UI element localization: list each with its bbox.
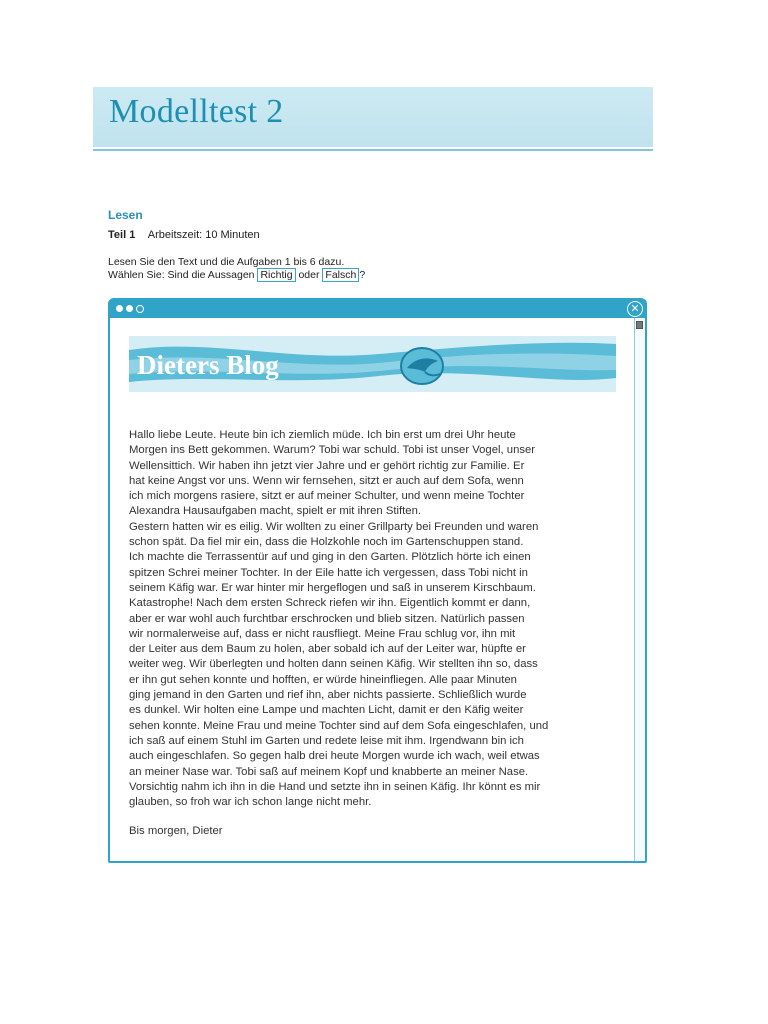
title-divider: [93, 149, 653, 151]
blog-signature: Bis morgen, Dieter: [129, 825, 223, 838]
window-dots-icon: [116, 305, 144, 313]
dot-icon: [126, 305, 133, 312]
blog-line: Alexandra Hausaufgaben macht, spielt er mit ihren Stiften.: [129, 505, 421, 518]
blog-line: auch eingeschlafen. So gegen halb drei heute Morgen wurde ich wach, weil etwas: [129, 750, 540, 763]
blog-line: schon spät. Da fiel mir ein, dass die Holzkohle noch im Gartenschuppen stand.: [129, 536, 524, 549]
blog-line: ging jemand in den Garten und rief ihn, aber nichts passierte. Schließlich wurde: [129, 689, 527, 702]
blog-line: sehen konnte. Meine Frau und meine Tochter sind auf dem Sofa eingeschlafen, und: [129, 719, 549, 732]
blog-line: Gestern hatten wir es eilig. Wir wollten zu einer Grillparty bei Freunden und waren: [129, 520, 539, 533]
section-heading: Lesen: [108, 208, 143, 222]
title-banner: [93, 87, 653, 147]
scrollbar[interactable]: [634, 318, 645, 861]
blog-line: Ich machte die Terrassentür auf und ging in den Garten. Plötzlich hörte ich einen: [129, 551, 531, 564]
blog-line: Hallo liebe Leute. Heute bin ich ziemlich müde. Ich bin erst um drei Uhr heute: [129, 429, 516, 441]
blog-banner: [129, 336, 616, 392]
dot-icon: [116, 305, 123, 312]
blog-line: aber er war wohl auch furchtbar erschrocken und blieb sitzen. Natürlich passen: [129, 612, 525, 625]
option-falsch: Falsch: [322, 268, 359, 282]
blog-line: seinem Käfig war. Er war hinter mir hergeflogen und saß in unserem Kirschbaum.: [129, 581, 536, 594]
close-icon[interactable]: ✕: [627, 301, 643, 317]
blog-line: Katastrophe! Nach dem ersten Schreck riefen wir ihn. Eigentlich kommt er dann,: [129, 597, 531, 610]
instruction-question-mark: ?: [359, 269, 366, 281]
blog-line: Vorsichtig nahm ich ihn in die Hand und setzte ihn in seinen Käfig. Ihr könnt es mir: [129, 780, 541, 793]
blog-line: an meiner Nase war. Tobi saß auf meinem Kopf und knabberte an meiner Nase.: [129, 765, 529, 778]
teil-label: Teil 1: [108, 229, 136, 241]
blog-line: er ihn gut sehen konnte und hofften, er würde hineinfliegen. Alle paar Minuten: [129, 673, 517, 686]
option-richtig: Richtig: [257, 268, 295, 282]
blog-line: wir normalerweise auf, dass er nicht rausfliegt. Meine Frau schlug vor, ihn mit: [129, 627, 516, 640]
blog-line: Wellensittich. Wir haben ihn jetzt vier Jahre und er gehört richtig zur Familie. Er: [129, 459, 525, 472]
blog-banner-title: Dieters Blog: [137, 350, 279, 380]
task-instructions: [108, 256, 365, 282]
blog-line: weiter weg. Wir überlegten und holten dann seinen Käfig. Wir stellten ihn so, dass: [129, 658, 538, 671]
instruction-text-or: oder: [298, 269, 320, 281]
dot-icon: [136, 305, 144, 313]
scroll-thumb[interactable]: [636, 321, 643, 329]
task-header: [108, 229, 260, 241]
blog-line: glauben, so froh war ich schon lange nicht mehr.: [129, 796, 372, 809]
blog-line: es dunkel. Wir holten eine Lampe und machten Licht, damit er den Käfig weiter: [129, 704, 524, 717]
window-titlebar: [110, 300, 645, 318]
bird-icon: [401, 348, 443, 384]
work-time: Arbeitszeit: 10 Minuten: [147, 229, 260, 241]
blog-line: Morgen ins Bett gekommen. Warum? Tobi war schuld. Tobi ist unser Vogel, unser: [129, 444, 536, 457]
instruction-line-1: Lesen Sie den Text und die Aufgaben 1 bis 6 dazu.: [108, 256, 345, 268]
blog-line: der Leiter aus dem Baum zu holen, aber sobald ich auf der Leiter war, hüpfte er: [129, 643, 526, 656]
instruction-line-2: [108, 269, 365, 282]
instruction-text: Wählen Sie: Sind die Aussagen: [108, 269, 255, 281]
blog-line: ich mich morgens rasiere, sitzt er auf meiner Schulter, und wenn meine Tochter: [129, 490, 525, 503]
blog-line: spitzen Schrei meiner Tochter. In der Eile hatte ich vergessen, dass Tobi nicht in: [129, 566, 528, 579]
blog-line: ich saß auf einem Stuhl im Garten und redete leise mit ihm. Irgendwann bin ich: [129, 734, 524, 747]
blog-text: [129, 428, 614, 840]
blog-line: hat keine Angst vor uns. Wenn wir fernsehen, sitzt er auch auf dem Sofa, wenn: [129, 474, 524, 487]
page-title: Modelltest 2: [109, 93, 284, 130]
blog-window: [108, 298, 647, 863]
